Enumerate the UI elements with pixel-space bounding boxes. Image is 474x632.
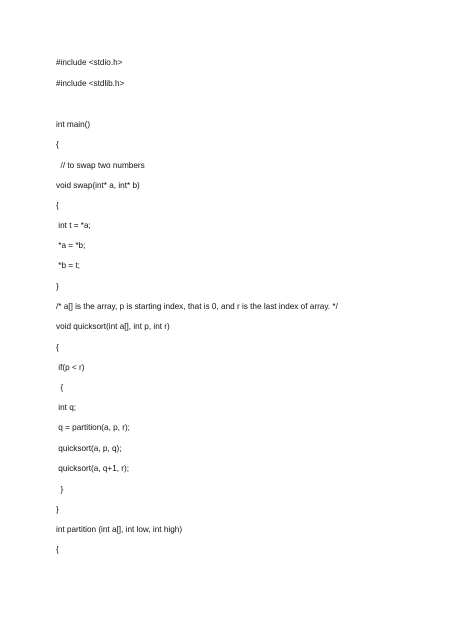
code-line-close-brace: } — [56, 505, 59, 514]
code-line-partition-signature: int partition (int a[], int low, int high) — [56, 525, 183, 534]
code-line-open-brace: { — [56, 201, 59, 210]
code-line-comment-swap: // to swap two numbers — [56, 161, 145, 170]
code-line-if-condition: if(p < r) — [56, 363, 85, 372]
code-line-swap-signature: void swap(int* a, int* b) — [56, 181, 140, 190]
code-line-comment-quicksort: /* a[] is the array, p is starting index, that is 0, and r is the last index of array. */ — [56, 302, 338, 311]
code-line-include-stdlib: #include <stdlib.h> — [56, 79, 125, 88]
code-line-open-brace: { — [56, 383, 64, 392]
code-line-quicksort-right: quicksort(a, q+1, r); — [56, 464, 130, 473]
code-line-declare-q: int q; — [56, 403, 77, 412]
code-line-quicksort-signature: void quicksort(int a[], int p, int r) — [56, 322, 170, 331]
code-line-quicksort-left: quicksort(a, p, q); — [56, 444, 122, 453]
code-line-swap-assign-a: *a = *b; — [56, 241, 86, 250]
code-line-swap-assign-b: *b = t; — [56, 261, 80, 270]
code-line-call-partition: q = partition(a, p, r); — [56, 423, 130, 432]
code-line-close-brace: } — [56, 282, 59, 291]
code-line-open-brace: { — [56, 140, 59, 149]
code-line-open-brace: { — [56, 545, 59, 554]
code-line-main-signature: int main() — [56, 120, 91, 129]
code-line-swap-temp: int t = *a; — [56, 221, 91, 230]
code-line-close-brace: } — [56, 485, 64, 494]
code-line-open-brace: { — [56, 343, 59, 352]
code-line-include-stdio: #include <stdio.h> — [56, 58, 123, 67]
